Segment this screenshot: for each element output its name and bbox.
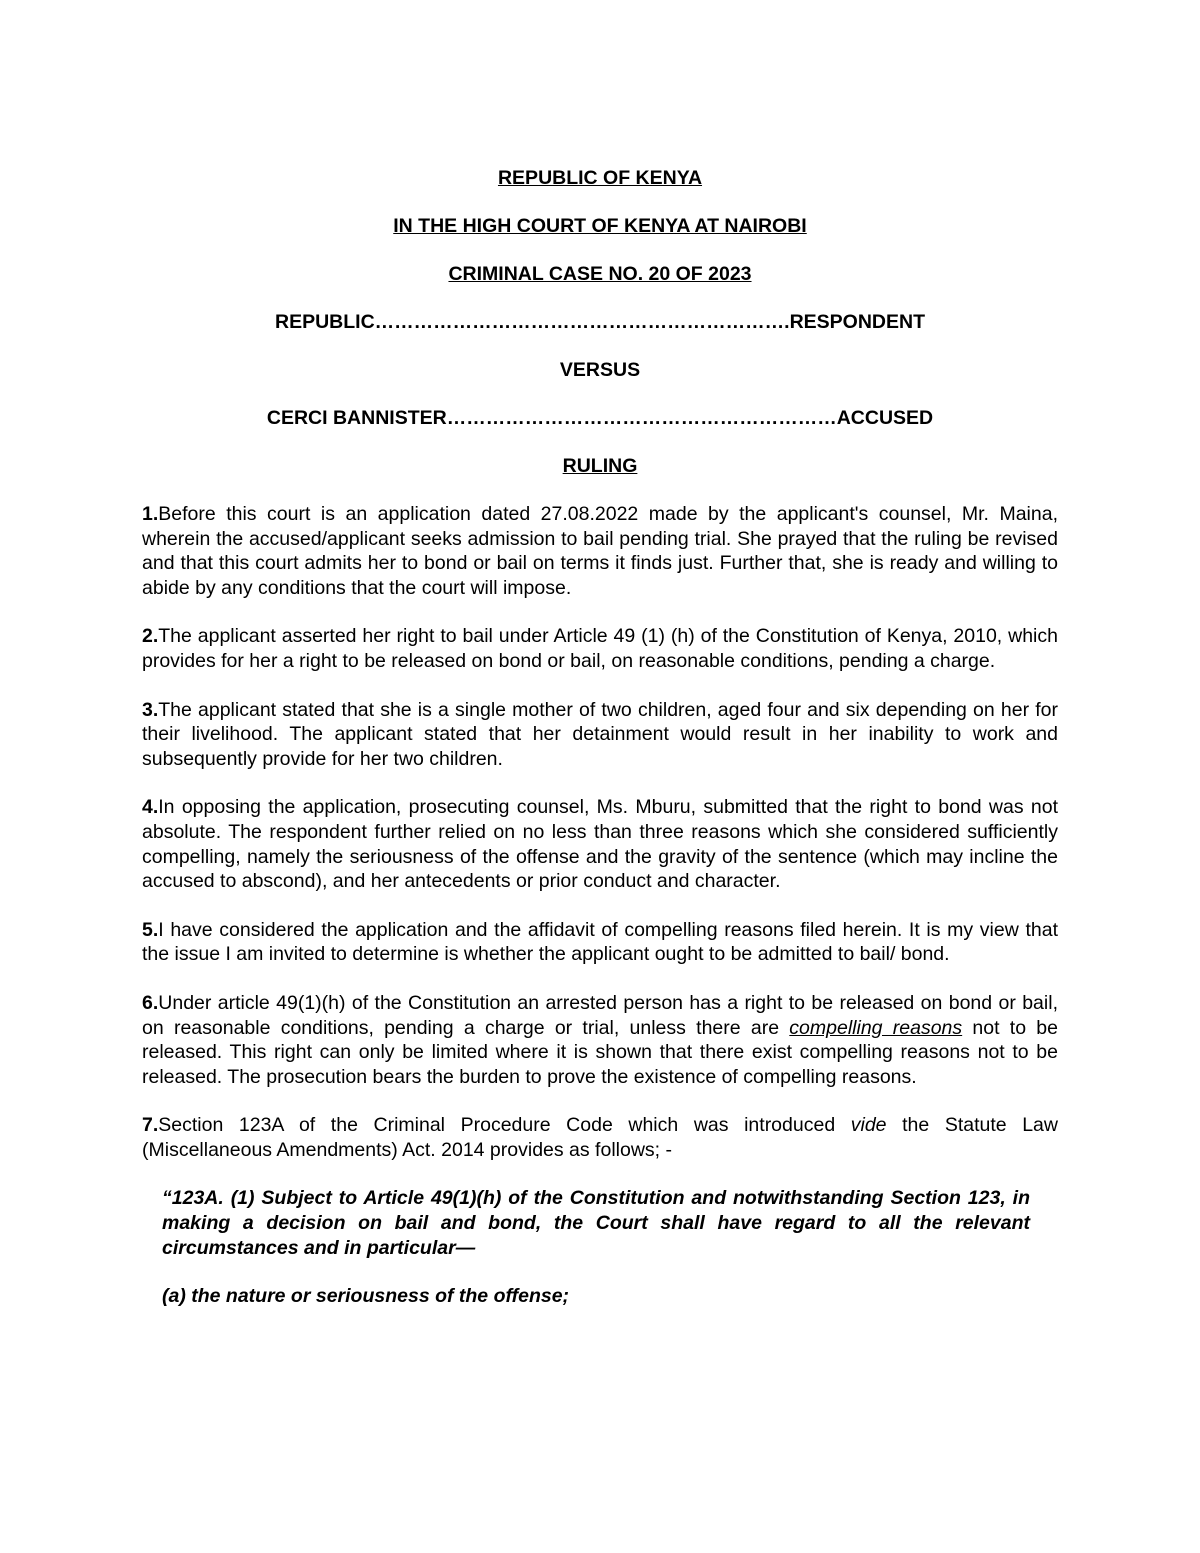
paragraph-number: 5. [142, 918, 159, 941]
accused-line: CERCI BANNISTER……………………………………………………ACCUSED [266, 407, 934, 429]
paragraph-5 [142, 918, 1058, 967]
court-heading: IN THE HIGH COURT OF KENYA AT NAIROBI [393, 215, 807, 237]
paragraph-7 [142, 1113, 1058, 1162]
paragraph-number: 2. [142, 625, 159, 648]
paragraph-4 [142, 795, 1058, 893]
respondent-line: REPUBLIC……………………………………………………….RESPONDENT [274, 311, 926, 333]
country-heading: REPUBLIC OF KENYA [497, 167, 703, 189]
paragraph-text: In opposing the application, prosecuting counsel, Ms. Mburu, submitted that the right to bond was not absolute. The respondent further relied on no less than three reasons which she considered sufficiently compelling, namely the seriousness of the offense and the gravity of the sentence (which may incline the accused to abscond), and her antecedents or prior conduct and character. [142, 796, 1058, 893]
paragraph-text-before: Under article 49(1)(h) of the Constitution an arrested person has a right to be released on bond or bail, on reasonable conditions, pending a charge or trial, unless there are [142, 991, 1058, 1039]
paragraph-text: I have considered the application and the affidavit of compelling reasons filed herein. It is my view that the issue I am invited to determine is whether the applicant ought to be admitted to bail/ bond. [142, 918, 1058, 966]
case-number-heading: CRIMINAL CASE NO. 20 OF 2023 [448, 263, 752, 285]
paragraph-6 [142, 991, 1058, 1089]
paragraph-text-after: the Statute Law (Miscellaneous Amendments) Act. 2014 provides as follows; - [142, 1114, 1058, 1161]
paragraph-number: 3. [142, 698, 159, 721]
paragraph-number: 7. [142, 1114, 159, 1137]
paragraph-3 [142, 698, 1058, 772]
paragraph-number: 1. [142, 503, 159, 525]
paragraph-text-before: Section 123A of the Criminal Procedure Code which was introduced [158, 1114, 851, 1137]
paragraph-text-after: not to be released. This right can only be limited where it is shown that there exist compelling reasons not to be released. The prosecution bears the burden to prove the existence of compelling reasons. [142, 1016, 1058, 1088]
paragraph-number: 4. [142, 796, 159, 819]
paragraph-text: The applicant stated that she is a single mother of two children, aged four and six depending on her for their livelihood. The applicant stated that her detainment would result in her inability to work and subsequently provide for her two children. [142, 698, 1058, 770]
paragraph-text: Before this court is an application dated 27.08.2022 made by the applicant's counsel, Mr. Maina, wherein the accused/applicant seeks admission to bail pending trial. She prayed that the ruling be revised and that this court admits her to bond or bail on terms it finds just. Further that, she is ready and willing to abide by any conditions that the court will impose. [142, 503, 1058, 599]
statute-quote: “123A. (1) Subject to Article 49(1)(h) of the Constitution and notwithstanding Section 123, in making a decision on bail and bond, the Court shall have regard to all the relevant circumstances and in particular— [162, 1187, 1030, 1259]
ruling-heading: RULING [562, 455, 638, 477]
ruling-document [142, 166, 1058, 1333]
vide-emphasis: vide [850, 1114, 887, 1137]
compelling-reasons-emphasis: compelling reasons [789, 1016, 963, 1039]
paragraph-2 [142, 624, 1058, 673]
statute-quote-item-a: (a) the nature or seriousness of the offense; [162, 1285, 570, 1308]
paragraph-text: The applicant asserted her right to bail under Article 49 (1) (h) of the Constitution of Kenya, 2010, which provides for her a right to be released on bond or bail, on reasonable conditions, pending a charge. [142, 625, 1058, 672]
paragraph-1 [142, 502, 1058, 600]
versus-line: VERSUS [559, 359, 641, 381]
paragraph-number: 6. [142, 991, 159, 1014]
